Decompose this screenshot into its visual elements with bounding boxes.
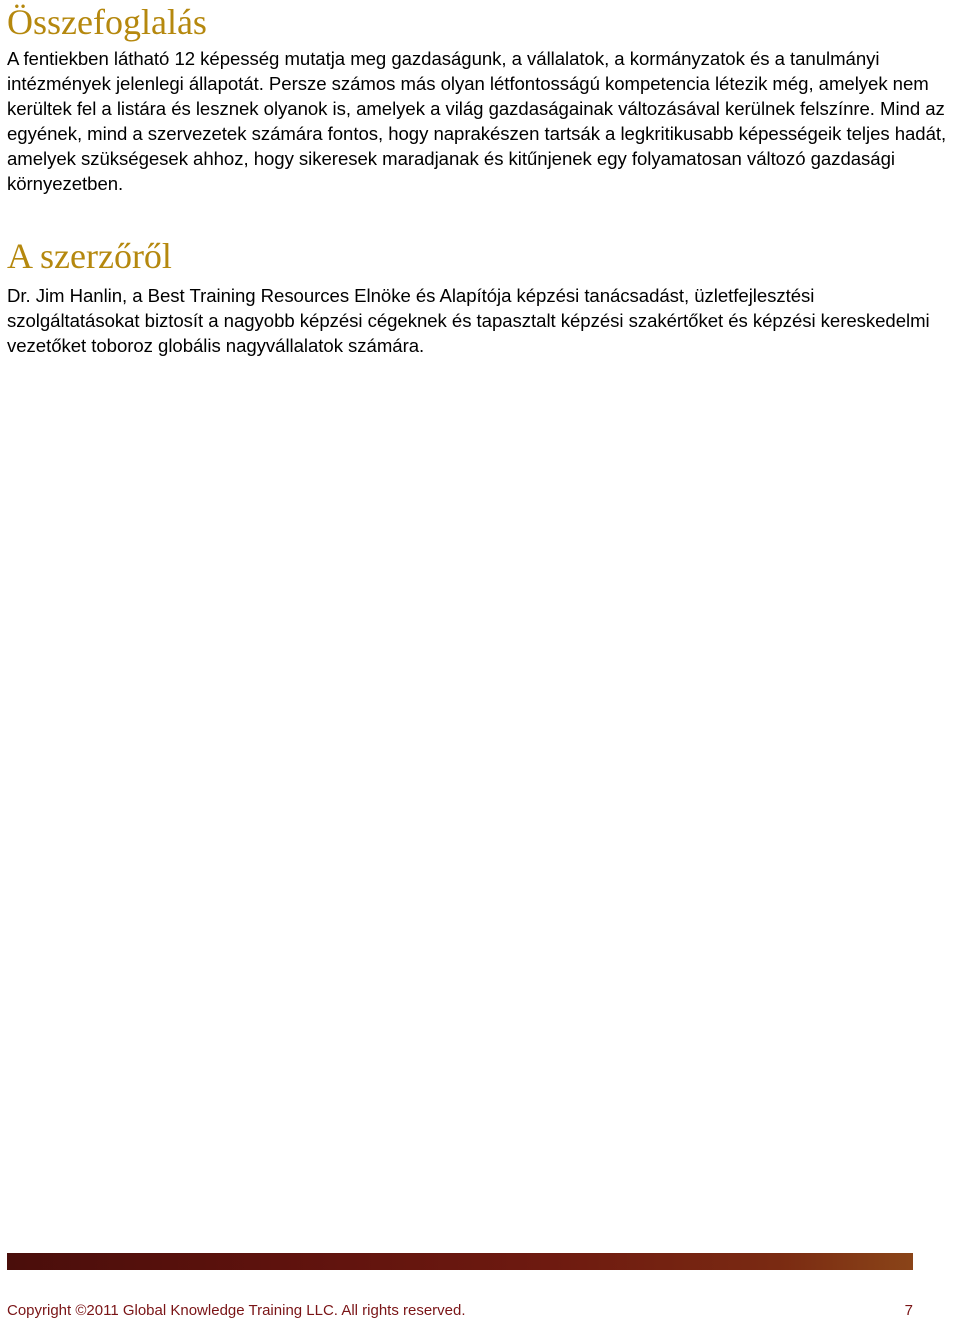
summary-heading: Összefoglalás: [7, 2, 207, 42]
summary-paragraph: A fentiekben látható 12 képesség mutatja meg gazdaságunk, a vállalatok, a kormányzatok és a tanulmányi intézmények jelenlegi állapotát. Persze számos más olyan létfontosságú kompetencia létezik még, amelyek nem kerültek fel a listára és lesznek olyanok is, amelyek a világ gazdaságainak változásával kerülnek felszínre. Mind az egyének, mind a szervezetek számára fontos, hogy naprakészen tartsák a legkritikusabb képességeik teljes hadát, amelyek szükségesek ahhoz, hogy sikeresek maradjanak és kitűnjenek egy folyamatosan változó gazdasági környezetben.: [7, 48, 947, 194]
footer-copyright: Copyright ©2011 Global Knowledge Training LLC. All rights reserved.: [7, 1302, 466, 1319]
page-number: 7: [904, 1302, 913, 1319]
author-paragraph: Dr. Jim Hanlin, a Best Training Resources Elnöke és Alapítója képzési tanácsadást, üzletfejlesztési szolgáltatásokat biztosít a nagyobb képzési cégeknek és tapasztalt képzési szakértőket és képzési kereskedelmi vezetőket toboroz globális nagyvállalatok számára.: [7, 285, 930, 356]
author-heading: A szerzőről: [7, 236, 172, 276]
footer-divider-bar: [7, 1253, 913, 1270]
